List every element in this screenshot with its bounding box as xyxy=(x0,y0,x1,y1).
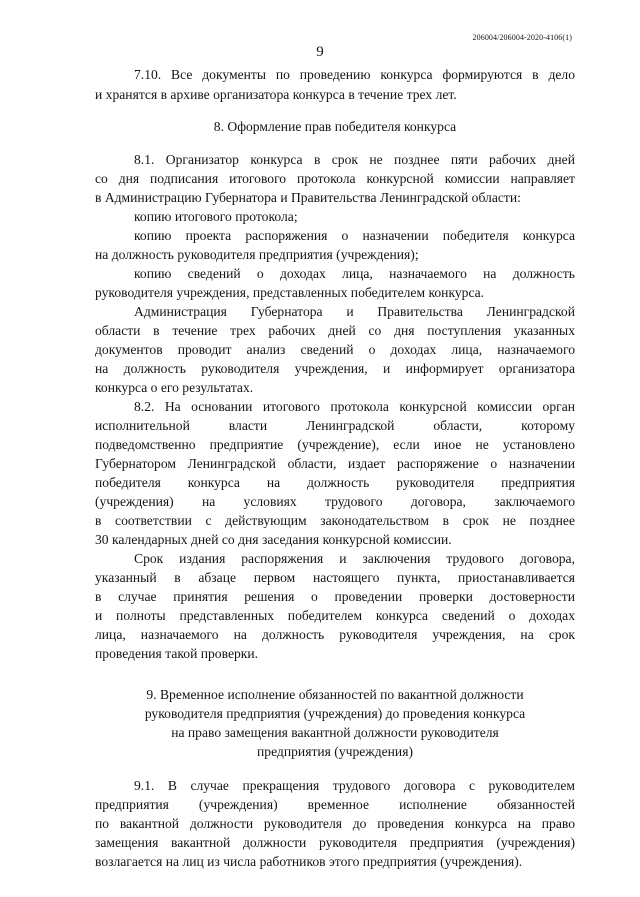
section-heading: 9. Временное исполнение обязанностей по вакантной должности xyxy=(146,687,524,702)
paragraph-line: в соответствии с действующим законодательством в срок не позднее xyxy=(95,513,575,528)
paragraph-line: в случае принятия решения о проведении проверки достоверности xyxy=(95,589,575,604)
paragraph-line: 7.10. Все документы по проведению конкурса формируются в дело xyxy=(134,67,575,82)
paragraph-line: замещения вакантной должности руководителя предприятия (учреждения) xyxy=(95,835,575,850)
paragraph-line: указанный в абзаце первом настоящего пункта, приостанавливается xyxy=(95,570,575,585)
paragraph-line: и полноты представленных победителем конкурса сведений о доходах xyxy=(95,608,575,623)
paragraph-line: проведения такой проверки. xyxy=(95,646,259,661)
paragraph-line: 9.1. В случае прекращения трудового договора с руководителем xyxy=(134,778,575,793)
section-heading: 8. Оформление прав победителя конкурса xyxy=(213,119,457,134)
section-heading: на право замещения вакантной должности руководителя xyxy=(171,725,499,740)
paragraph-line: победителя конкурса на должность руководителя предприятия xyxy=(95,475,575,490)
paragraph-line: документов проводит анализ сведений о доходах лица, назначаемого xyxy=(95,342,575,357)
paragraph-line: исполнительной власти Ленинградской области, которому xyxy=(95,418,575,433)
paragraph-line: на должность руководителя предприятия (учреждения); xyxy=(95,247,419,262)
paragraph-line: возлагается на лиц из числа работников этого предприятия (учреждения). xyxy=(95,854,523,869)
page-number: 9 xyxy=(316,44,324,60)
section-heading: предприятия (учреждения) xyxy=(257,744,413,759)
paragraph-line: руководителя учреждения, представленных победителем конкурса. xyxy=(95,285,485,300)
paragraph-line: лица, назначаемого на должность руководителя учреждения, на срок xyxy=(95,627,575,642)
paragraph-line: копию итогового протокола; xyxy=(134,209,298,224)
paragraph-line: со дня подписания итогового протокола конкурсной комиссии направляет xyxy=(95,171,575,186)
paragraph-line: области в течение трех рабочих дней со дня поступления указанных xyxy=(95,323,575,338)
paragraph-line: и хранятся в архиве организатора конкурса в течение трех лет. xyxy=(95,87,457,102)
paragraph-line: 30 календарных дней со дня заседания конкурсной комиссии. xyxy=(95,532,452,547)
paragraph-line: копию проекта распоряжения о назначении победителя конкурса xyxy=(134,228,575,243)
paragraph-line: копию сведений о доходах лица, назначаемого на должность xyxy=(134,266,575,281)
paragraph-line: 8.2. На основании итогового протокола конкурсной комиссии орган xyxy=(134,399,575,414)
paragraph-line: 8.1. Организатор конкурса в срок не позднее пяти рабочих дней xyxy=(134,152,575,167)
paragraph-line: конкурса о его результатах. xyxy=(95,380,254,395)
document-code: 206004/206004-2020-4106(1) xyxy=(472,33,572,42)
paragraph-line: Срок издания распоряжения и заключения трудового договора, xyxy=(134,551,575,566)
paragraph-line: Губернатором Ленинградской области, издает распоряжение о назначении xyxy=(95,456,575,471)
paragraph-line: Администрация Губернатора и Правительства Ленинградской xyxy=(134,304,575,319)
paragraph-line: по вакантной должности руководителя до проведения конкурса на право xyxy=(95,816,575,831)
paragraph-line: на должность руководителя учреждения, и информирует организатора xyxy=(95,361,575,376)
paragraph-line: (учреждения) на условиях трудового договора, заключаемого xyxy=(95,494,575,509)
paragraph-line: подведомственно предприятие (учреждение), если иное не установлено xyxy=(95,437,575,452)
paragraph-line: в Администрацию Губернатора и Правительства Ленинградской области: xyxy=(95,190,521,205)
paragraph-line: предприятия (учреждения) временное исполнение обязанностей xyxy=(95,797,575,812)
section-heading: руководителя предприятия (учреждения) до проведения конкурса xyxy=(144,706,526,721)
